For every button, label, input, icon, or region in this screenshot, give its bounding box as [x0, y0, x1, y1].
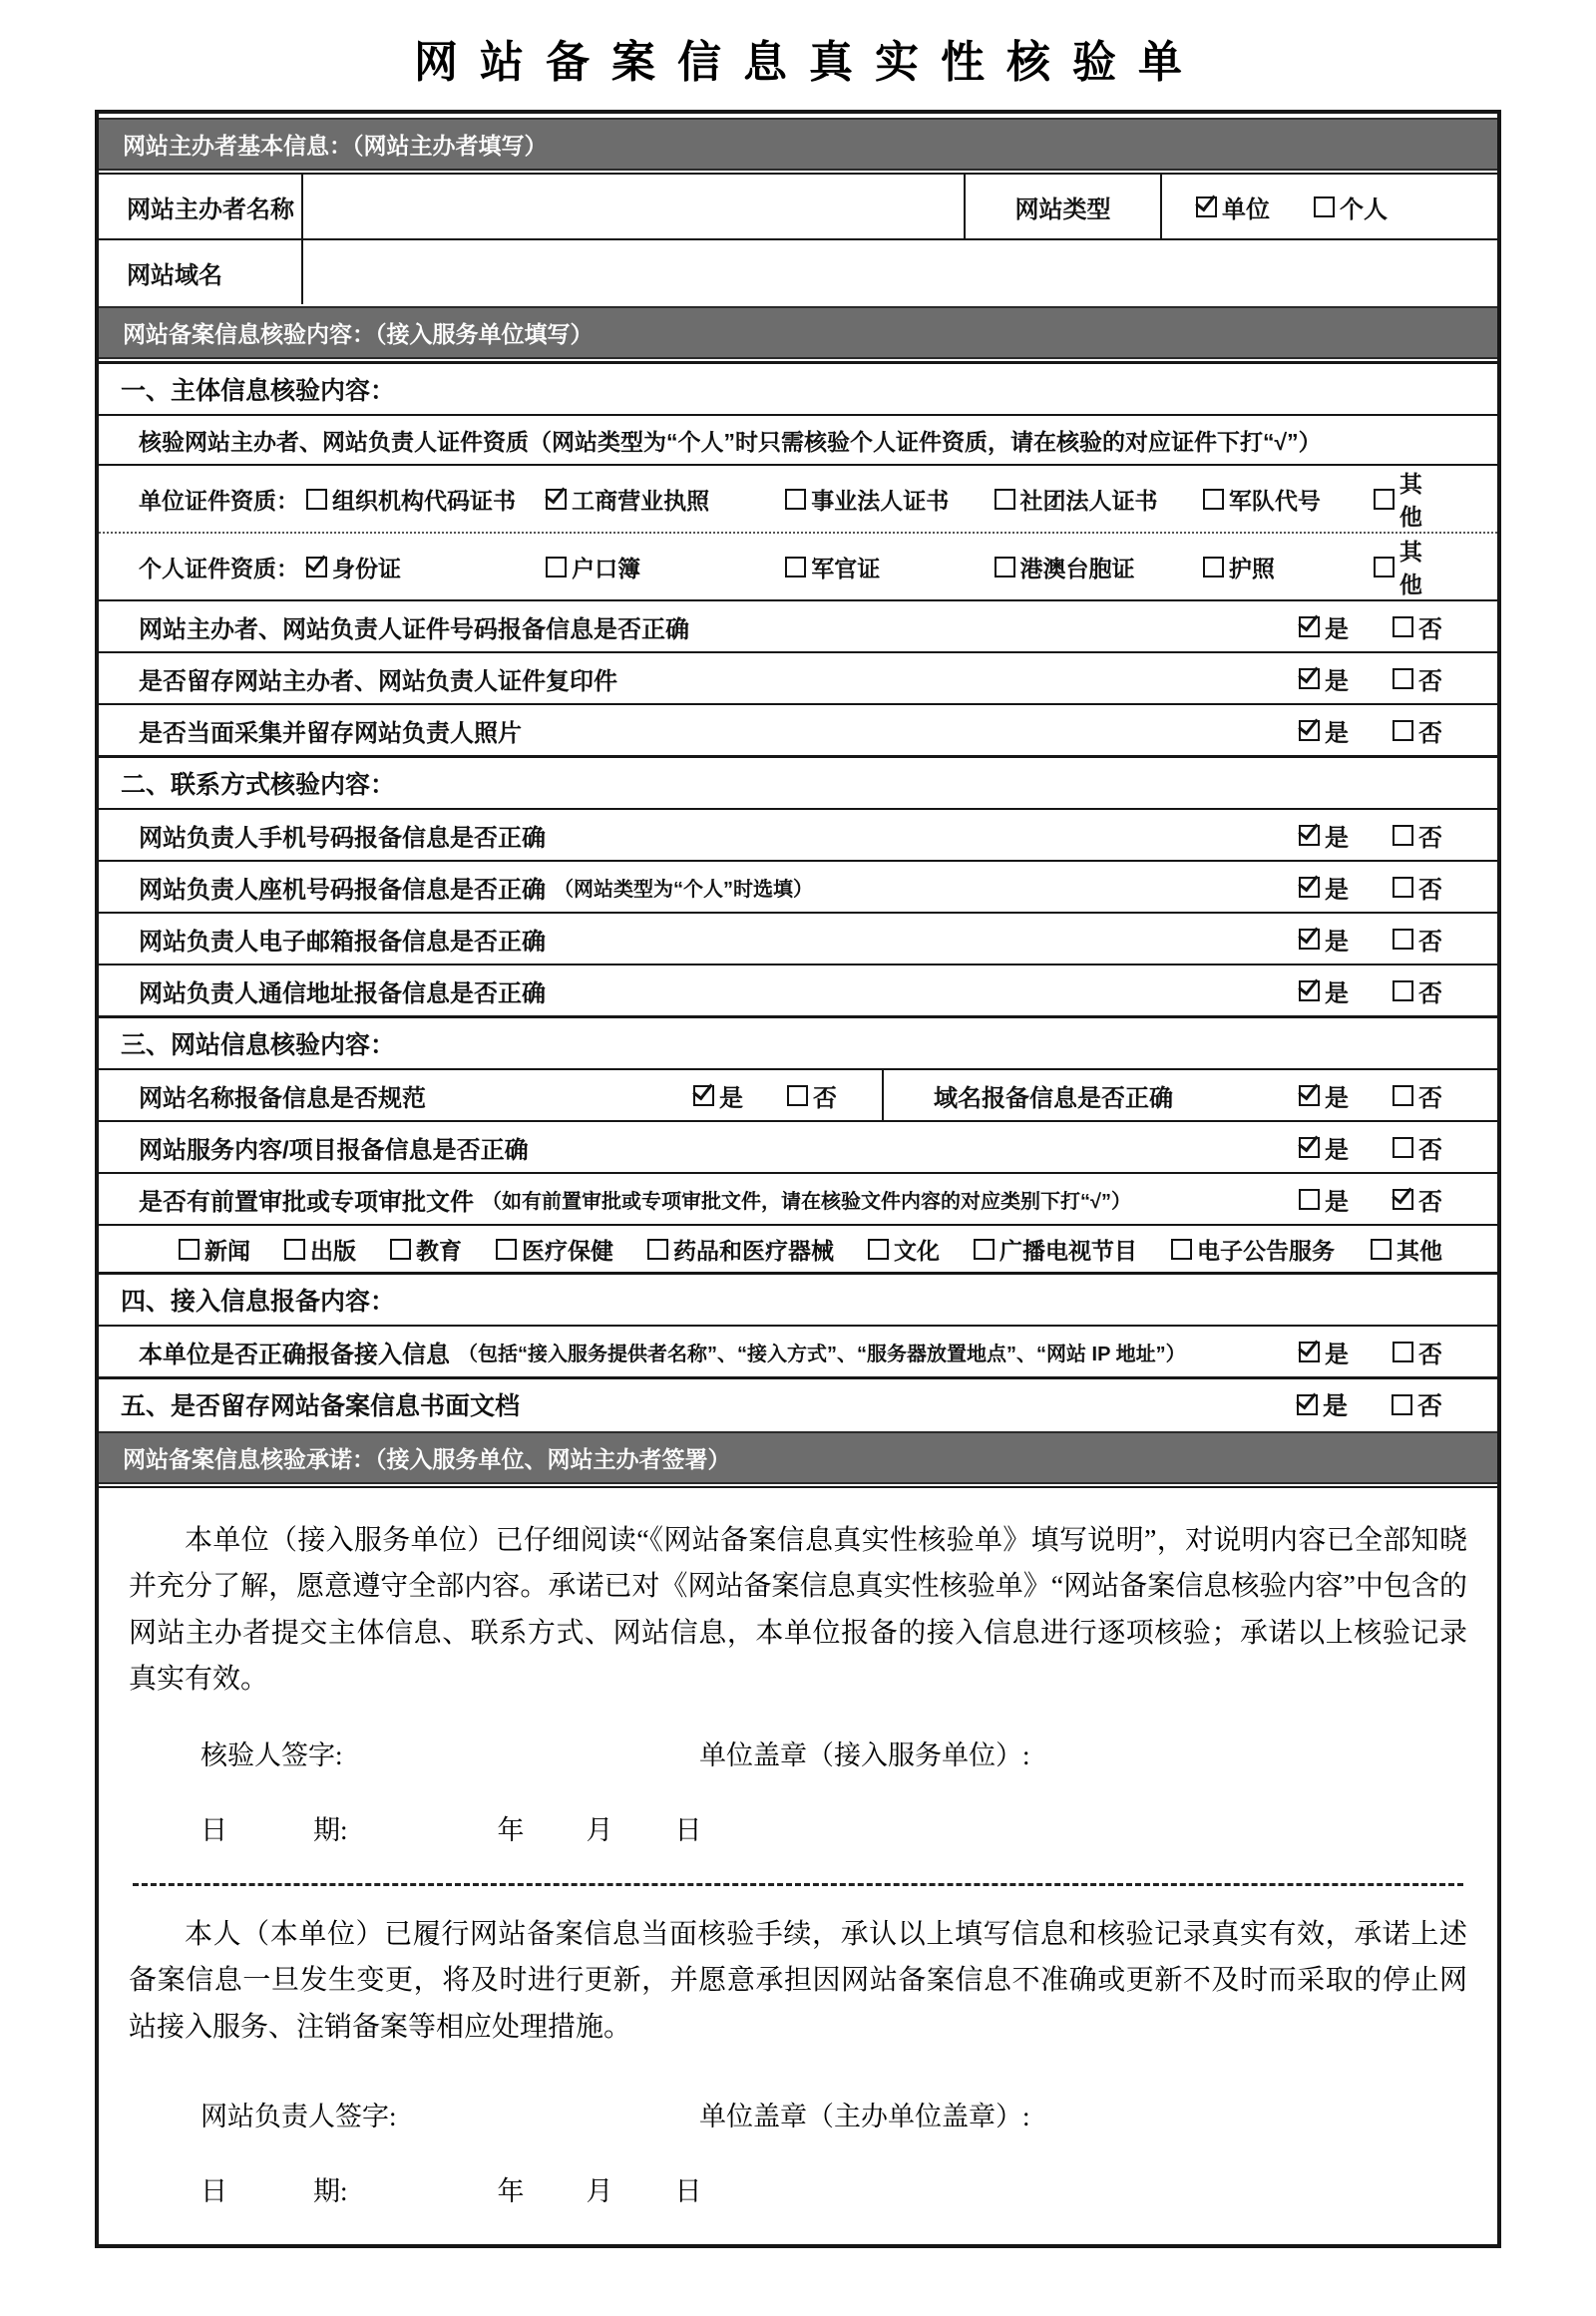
- commitment-block: [99, 1486, 1497, 2244]
- yes-no-group: 是 否: [1299, 922, 1442, 957]
- yes-no-group: 是 否: [1299, 609, 1442, 644]
- question-label: 网站负责人电子邮箱报备信息是否正确: [139, 928, 546, 956]
- site-manager-signature-row: [129, 2095, 1467, 2133]
- no-checkbox[interactable]: [1393, 825, 1413, 846]
- access-provider-seal-label: 单位盖章（接入服务单位）:: [699, 1739, 1030, 1770]
- publishing-checkbox[interactable]: [284, 1239, 305, 1260]
- question-row: [99, 912, 1497, 964]
- category-other-checkbox[interactable]: [1371, 1239, 1392, 1260]
- no-checkbox[interactable]: [1393, 1137, 1413, 1158]
- personal-cert-option: 护照: [1203, 551, 1374, 583]
- pharma-devices-checkbox[interactable]: [647, 1239, 668, 1260]
- broadcast-tv-checkbox[interactable]: [974, 1239, 995, 1260]
- yes-no-group: 是 否: [1299, 1335, 1442, 1369]
- question-label: 网站主办者、网站负责人证件号码报备信息是否正确: [139, 615, 689, 643]
- yes-checkbox[interactable]: [1299, 1085, 1320, 1106]
- yes-no-group: 是 否: [1299, 661, 1442, 696]
- domain-label: 网站域名: [127, 261, 222, 289]
- no-checkbox[interactable]: [1392, 1394, 1412, 1415]
- org-other-checkbox[interactable]: [1374, 489, 1395, 510]
- site-manager-signature-label: 网站负责人签字:: [200, 2102, 397, 2132]
- question-row: [99, 651, 1497, 703]
- org-cert-option: 社团法人证书: [995, 483, 1203, 516]
- yes-no-group: 是 否: [1299, 1078, 1442, 1113]
- no-checkbox[interactable]: [1393, 1342, 1413, 1362]
- question-label: 网站服务内容/项目报备信息是否正确: [139, 1136, 529, 1164]
- question-note: （网站类型为“个人”时选填）: [554, 878, 813, 901]
- question-row: [99, 964, 1497, 1015]
- question-label: 网站负责人座机号码报备信息是否正确: [139, 876, 546, 904]
- no-checkbox[interactable]: [1393, 1085, 1413, 1106]
- news-checkbox[interactable]: [179, 1239, 200, 1260]
- question-label: 是否当面采集并留存网站负责人照片: [139, 719, 522, 747]
- approval-question-row: [99, 1172, 1497, 1224]
- yes-no-group: 是 否: [1299, 713, 1442, 748]
- section1-intro-text: 核验网站主办者、网站负责人证件资质（网站类型为“个人”时只需核验个人证件资质，请在核验的对应证件下打“√”）: [139, 428, 1322, 455]
- no-checkbox[interactable]: [1393, 616, 1413, 637]
- org-cert-option: 工商营业执照: [546, 483, 785, 516]
- no-checkbox[interactable]: [1393, 720, 1413, 741]
- site-type-unit-option: [1196, 190, 1270, 224]
- yes-no-group: 是 否: [1299, 1182, 1442, 1217]
- yes-checkbox[interactable]: [1299, 929, 1320, 950]
- yes-checkbox[interactable]: [1299, 668, 1320, 689]
- yes-checkbox[interactable]: [1299, 825, 1320, 846]
- household-register-checkbox[interactable]: [546, 557, 567, 578]
- section4-title: [99, 1272, 1497, 1325]
- site-type-personal-option: [1314, 190, 1388, 224]
- category-option: 电子公告服务: [1171, 1233, 1335, 1266]
- commitment-paragraph-1: 本单位（接入服务单位）已仔细阅读“《网站备案信息真实性核验单》填写说明”，对说明内容已全部知晓并充分了解，愿意遵守全部内容。承诺已对《网站备案信息真实性核验单》“网站备案信息核验内容”中包含的网站主办者提交主体信息、联系方式、网站信息，本单位报备的接入信息进行逐项核验；承诺以上核验记录真实有效。: [129, 1525, 1467, 1696]
- personal-cert-option: 其他: [1374, 534, 1442, 599]
- yes-checkbox[interactable]: [1299, 877, 1320, 898]
- yes-checkbox[interactable]: [1297, 1394, 1318, 1415]
- site-name-question: [99, 1070, 882, 1120]
- question-row: [99, 808, 1497, 860]
- category-option: 教育: [390, 1233, 462, 1266]
- question-note: （包括“接入服务提供者名称”、“接入方式”、“服务器放置地点”、“网站 IP 地址”）: [458, 1343, 1186, 1365]
- org-cert-option: 组织机构代码证书: [306, 483, 546, 516]
- section1-title-text: 一、主体信息核验内容：: [121, 377, 396, 405]
- personal-cert-option: 军官证: [785, 551, 994, 583]
- question-label: 是否有前置审批或专项审批文件: [139, 1188, 474, 1216]
- question-label: 本单位是否正确报备接入信息: [139, 1341, 450, 1368]
- section1-intro-row: [99, 414, 1497, 464]
- section3-title-text: 三、网站信息核验内容：: [121, 1031, 396, 1059]
- site-type-personal-label: 个人: [1340, 195, 1388, 223]
- domain-row: [99, 238, 1497, 304]
- question-label: 网站负责人手机号码报备信息是否正确: [139, 824, 546, 852]
- yes-no-group: 是 否: [1299, 973, 1442, 1008]
- commitment-section-header: 网站备案信息核验承诺：（接入服务单位、网站主办者签署）: [99, 1431, 1497, 1484]
- passport-checkbox[interactable]: [1203, 557, 1224, 578]
- yes-checkbox[interactable]: [1299, 616, 1320, 637]
- yes-no-group: 是 否: [1299, 1130, 1442, 1165]
- organizer-name-label: 网站主办者名称: [127, 195, 294, 223]
- verifier-signature-row: [129, 1734, 1467, 1772]
- category-option: 医疗保健: [496, 1233, 613, 1266]
- question-label: 是否留存网站主办者、网站负责人证件复印件: [139, 667, 617, 695]
- verification-form: [95, 110, 1501, 2248]
- question-label: 网站负责人通信地址报备信息是否正确: [139, 979, 546, 1007]
- e-bulletin-checkbox[interactable]: [1171, 1239, 1192, 1260]
- yes-no-group: 是 否: [1299, 870, 1442, 905]
- education-checkbox[interactable]: [390, 1239, 411, 1260]
- question-label: 域名报备信息是否正确: [934, 1084, 1173, 1112]
- no-checkbox[interactable]: [1393, 668, 1413, 689]
- business-license-checkbox[interactable]: [546, 489, 567, 510]
- id-card-checkbox[interactable]: [306, 557, 327, 578]
- verifier-signature-label: 核验人签字:: [200, 1739, 343, 1770]
- yes-checkbox[interactable]: [693, 1085, 714, 1106]
- section5-label: 五、是否留存网站备案信息书面文档: [121, 1392, 521, 1420]
- category-option: 文化: [868, 1233, 940, 1266]
- personal-cert-option: 港澳台胞证: [995, 551, 1203, 583]
- question-row: [99, 860, 1497, 912]
- section5-row: [99, 1376, 1497, 1429]
- org-cert-option: 其他: [1374, 466, 1442, 532]
- section4-title-text: 四、接入信息报备内容：: [121, 1288, 396, 1316]
- site-type-personal-checkbox[interactable]: [1314, 196, 1335, 217]
- domain-question: [882, 1070, 1497, 1120]
- org-code-cert-checkbox[interactable]: [306, 489, 327, 510]
- site-type-unit-label: 单位: [1222, 195, 1270, 223]
- yes-checkbox[interactable]: [1299, 1137, 1320, 1158]
- category-option: 广播电视节目: [974, 1233, 1137, 1266]
- question-row: [99, 703, 1497, 755]
- culture-checkbox[interactable]: [868, 1239, 889, 1260]
- site-name-domain-row: [99, 1068, 1497, 1120]
- healthcare-checkbox[interactable]: [496, 1239, 517, 1260]
- personal-other-checkbox[interactable]: [1374, 557, 1395, 578]
- organizer-seal-label: 单位盖章（主办单位盖章）:: [699, 2102, 1030, 2132]
- yes-checkbox[interactable]: [1299, 720, 1320, 741]
- org-cert-option: 事业法人证书: [785, 483, 994, 516]
- category-option: 药品和医疗器械: [647, 1233, 834, 1266]
- personal-cert-label: 个人证件资质：: [139, 555, 299, 581]
- yes-checkbox[interactable]: [1299, 1342, 1320, 1362]
- basic-info-section-header: 网站主办者基本信息：（网站主办者填写）: [99, 118, 1497, 171]
- date-row: 日 期: 年 月 日: [200, 1814, 702, 1845]
- no-checkbox[interactable]: [1393, 1189, 1413, 1210]
- org-cert-row: [99, 464, 1497, 534]
- org-cert-option: 军队代号: [1203, 483, 1374, 516]
- section3-title: [99, 1015, 1497, 1068]
- social-org-cert-checkbox[interactable]: [995, 489, 1015, 510]
- site-type-options: [1160, 175, 1497, 238]
- personal-cert-row: [99, 534, 1497, 599]
- domain-input[interactable]: [301, 240, 1497, 304]
- category-option: 其他: [1371, 1233, 1442, 1266]
- organizer-name-row: [99, 173, 1497, 238]
- section1-title: [99, 361, 1497, 414]
- question-note: （如有前置审批或专项审批文件，请在核验文件内容的对应类别下打“√”）: [482, 1190, 1131, 1213]
- category-option: 出版: [284, 1233, 356, 1266]
- section2-title: [99, 755, 1497, 808]
- org-cert-label: 单位证件资质：: [139, 487, 299, 514]
- commitment-paragraph-2: 本人（本单位）已履行网站备案信息当面核验手续，承认以上填写信息和核验记录真实有效，承诺上述备案信息一旦发生变更，将及时进行更新，并愿意承担因网站备案信息不准确或更新不及时而采取的停止网站接入服务、注销备案等相应处理措施。: [129, 1918, 1467, 2043]
- institution-cert-checkbox[interactable]: [785, 489, 806, 510]
- site-type-label: 网站类型: [964, 175, 1160, 238]
- yes-checkbox[interactable]: [1299, 980, 1320, 1001]
- page-title: 网站备案信息真实性核验单: [414, 38, 1204, 87]
- approval-categories-row: [99, 1224, 1497, 1272]
- yes-no-group: 是 否: [1297, 1386, 1442, 1422]
- dashed-divider: [133, 1883, 1463, 1886]
- no-checkbox[interactable]: [787, 1085, 808, 1106]
- site-type-unit-checkbox[interactable]: [1196, 196, 1217, 217]
- question-row: [99, 1120, 1497, 1172]
- verify-section-header: 网站备案信息核验内容：（接入服务单位填写）: [99, 306, 1497, 359]
- question-label: 网站名称报备信息是否规范: [139, 1084, 426, 1112]
- no-checkbox[interactable]: [1393, 877, 1413, 898]
- hk-macao-taiwan-checkbox[interactable]: [995, 557, 1015, 578]
- yes-checkbox[interactable]: [1299, 1189, 1320, 1210]
- no-checkbox[interactable]: [1393, 929, 1413, 950]
- access-info-question-row: [99, 1325, 1497, 1376]
- yes-no-group: 是 否: [693, 1078, 837, 1113]
- military-code-checkbox[interactable]: [1203, 489, 1224, 510]
- no-checkbox[interactable]: [1393, 980, 1413, 1001]
- category-option: 新闻: [179, 1233, 250, 1266]
- personal-cert-option: 身份证: [306, 551, 546, 583]
- yes-no-group: 是 否: [1299, 818, 1442, 853]
- personal-cert-option: 户口簿: [546, 551, 785, 583]
- question-row: [99, 599, 1497, 651]
- section2-title-text: 二、联系方式核验内容：: [121, 771, 396, 799]
- organizer-name-input[interactable]: [301, 175, 964, 238]
- date-row: 日 期: 年 月 日: [200, 2176, 702, 2207]
- military-officer-checkbox[interactable]: [785, 557, 806, 578]
